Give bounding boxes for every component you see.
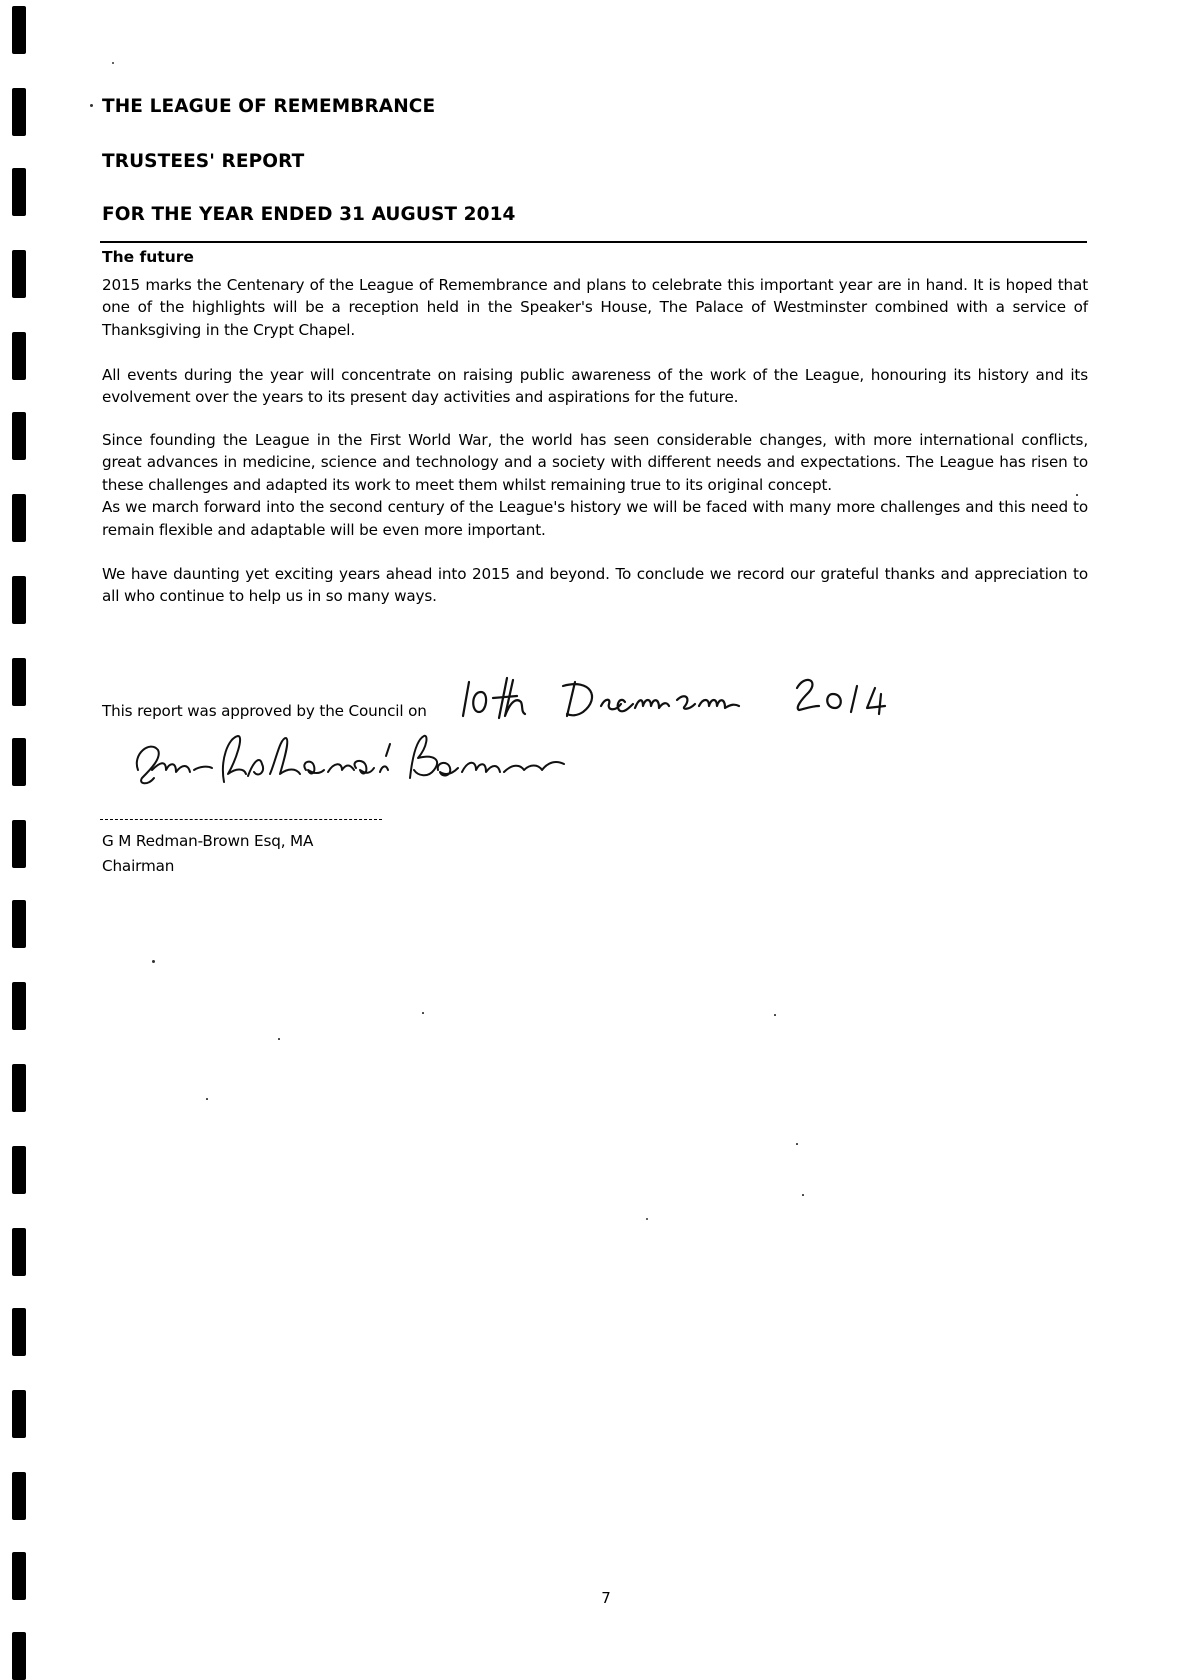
signature-line <box>100 819 382 820</box>
section-title: The future <box>102 248 194 266</box>
binding-mark <box>12 494 26 542</box>
binding-mark <box>12 576 26 624</box>
scan-speck <box>422 1012 424 1014</box>
header-rule <box>100 241 1087 243</box>
paragraph-line: one of the highlights will be a reception held in the Speaker's House, The Palace of Westminster combined with a service of <box>102 298 1088 317</box>
chairman-signature <box>128 730 618 800</box>
scan-speck <box>90 104 93 107</box>
paragraph-history <box>102 429 1088 541</box>
paragraph-events <box>102 364 1088 409</box>
binding-mark <box>12 1146 26 1194</box>
binding-mark <box>12 820 26 868</box>
paragraph-line: As we march forward into the second century of the League's history we will be faced with many more challenges and this need to <box>102 498 1088 517</box>
scan-speck <box>646 1218 648 1220</box>
binding-mark <box>12 168 26 216</box>
scan-speck <box>152 960 155 963</box>
scan-speck <box>802 1194 804 1196</box>
paragraph-line: great advances in medicine, science and technology and a society with different needs and expectations. The League has risen to <box>102 453 1088 472</box>
binding-mark <box>12 412 26 460</box>
binding-mark <box>12 88 26 136</box>
scan-speck <box>796 1143 798 1145</box>
binding-mark <box>12 1228 26 1276</box>
signatory-name: G M Redman-Brown Esq, MA <box>102 832 314 850</box>
binding-mark <box>12 982 26 1030</box>
scan-speck <box>774 1014 776 1016</box>
paragraph-line: We have daunting yet exciting years ahead into 2015 and beyond. To conclude we record our grateful thanks and appreciation to <box>102 565 1088 583</box>
binding-marks <box>0 0 40 1678</box>
binding-mark <box>12 332 26 380</box>
paragraph-line: Thanksgiving in the Crypt Chapel. <box>102 320 356 339</box>
scan-speck <box>278 1038 280 1040</box>
binding-mark <box>12 1308 26 1356</box>
paragraph-line: these challenges and adapted its work to meet them whilst remaining true to its original concept. <box>102 475 832 494</box>
paragraph-line: Since founding the League in the First World War, the world has seen considerable changes, with more international conflicts, <box>102 431 1088 449</box>
paragraph-line: all who continue to help us in so many ways. <box>102 587 437 606</box>
approval-label: This report was approved by the Council on <box>102 702 427 720</box>
binding-mark <box>12 1064 26 1112</box>
binding-mark <box>12 1472 26 1520</box>
binding-mark <box>12 1632 26 1680</box>
handwritten-date <box>455 668 935 728</box>
scan-speck <box>112 62 114 64</box>
binding-mark <box>12 900 26 948</box>
report-period: FOR THE YEAR ENDED 31 AUGUST 2014 <box>102 204 516 225</box>
binding-mark <box>12 738 26 786</box>
scan-speck <box>206 1098 208 1100</box>
binding-mark <box>12 6 26 54</box>
binding-mark <box>12 658 26 706</box>
paragraph-line: remain flexible and adaptable will be even more important. <box>102 520 546 539</box>
paragraph-line: All events during the year will concentrate on raising public awareness of the work of the League, honouring its history and its <box>102 366 1088 384</box>
report-title: TRUSTEES' REPORT <box>102 151 305 172</box>
organisation-heading: THE LEAGUE OF REMEMBRANCE <box>102 96 436 117</box>
binding-mark <box>12 1390 26 1438</box>
signatory-role: Chairman <box>102 857 175 875</box>
binding-mark <box>12 250 26 298</box>
paragraph-conclusion <box>102 563 1088 608</box>
paragraph-line: evolvement over the years to its present day activities and aspirations for the future. <box>102 388 739 407</box>
paragraph-line: 2015 marks the Centenary of the League of Remembrance and plans to celebrate this important year are in hand. It is hoped that <box>102 276 1088 294</box>
page-number: 7 <box>601 1589 611 1607</box>
paragraph-centenary <box>102 274 1088 341</box>
